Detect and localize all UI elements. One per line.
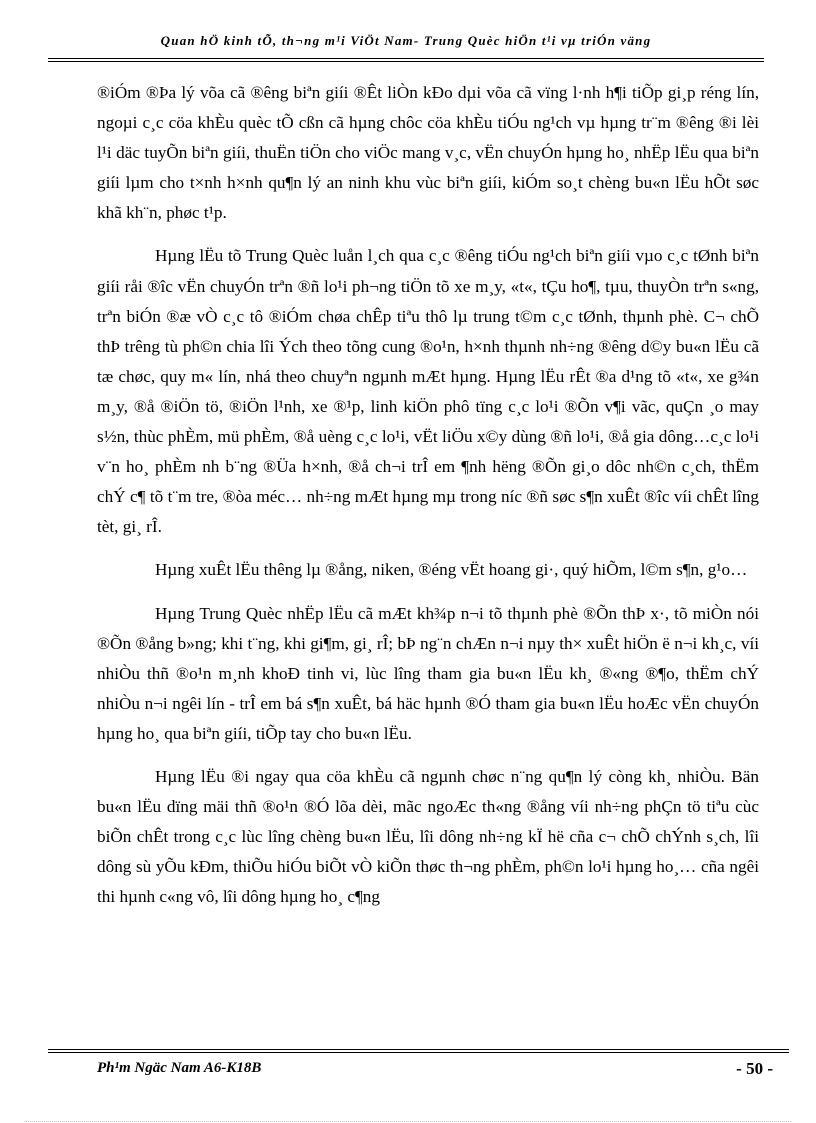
paragraph: Hµng Trung Quèc nhËp lËu cã mÆt kh¾p n¬i tõ thµnh phè ®Õn thÞ x·, tõ miÒn nói ®Õn ®ång b»ng; khi t¨ng, khi gi¶m, gi¸ rÎ; bÞ ng¨n chÆn n¬i nµy th× xuÊt hiÖn ë n¬i kh¸c, víi nhiÒu thñ ®o¹n m¸nh khoÐ tinh vi, lùc lîng tham gia bu«n lËu kh¸ ®«ng ®¶o, thËm chÝ nhiÒu n¬i ngêi lín - trÎ em bá s¶n xuÊt, bá häc hµnh ®Ó tham gia bu«n lËu hoÆc vËn chuyÓn hµng ho¸ qua biªn giíi, tiÕp tay cho bu«n lËu. (97, 603, 759, 743)
footer-rule-bottom (48, 1052, 789, 1053)
paragraph: Hµng lËu tõ Trung Quèc luån l¸ch qua c¸c ®êng tiÓu ng¹ch biªn giíi vµo c¸c tØnh biªn giíi råi ®îc vËn chuyÓn trªn ®ñ lo¹i ph¬ng tiÖn tõ xe m¸y, «t«, tÇu ho¶, tµu, thuyÒn trªn s«ng, trªn biÓn ®æ vÒ c¸c tô ®iÓm chøa chÊp tiªu thô lµ trung t©m c¸c tØnh, thµnh phè. C¬ chÕ thÞ trêng tù ph©n chia lîi Ých theo tõng cung ®o¹n, h×nh thµnh nh÷ng ®êng d©y bu«n lËu cã tæ chøc, quy m« lín, nhá theo chuyªn ngµnh mÆt hµng. Hµng lËu rÊt ®a d¹ng tõ «t«, xe g¾n m¸y, ®å ®iÖn tö, ®iÖn l¹nh, xe ®¹p, linh kiÖn phô tïng c¸c lo¹i ®Õn v¶i vãc, quÇn ¸o may s½n, thùc phÈm, mü phÈm, ®å uèng c¸c lo¹i, vËt liÖu x©y dùng ®ñ lo¹i, ®å gia dông…c¸c lo¹i v¨n ho¸ phÈm nh b¨ng ®Üa h×nh, ®å ch¬i trÎ em ¶nh hëng ®Õn gi¸o dôc nh©n c¸ch, thËm chÝ c¶ tõ t¨m tre, ®òa méc… nh÷ng mÆt hµng mµ trong níc ®ñ søc s¶n xuÊt ®îc víi chÊt lîng tèt, gi¸ rÎ. (97, 246, 759, 537)
paragraph: ®iÓm ®Þa lý võa cã ®êng biªn giíi ®Êt liÒn kÐo dµi võa cã vïng l·nh h¶i tiÕp gi¸p réng lín, ngoµi c¸c cöa khÈu quèc tÕ cßn cã hµng chôc cöa khÈu tiÓu ng¹ch vµ hµng tr¨m ®êng ®i lèi l¹i däc tuyÕn biªn giíi, thuËn tiÖn cho viÖc mang v¸c, vËn chuyÓn hµng ho¸ nhËp lËu qua biªn giíi lµm cho t×nh h×nh qu¶n lý an ninh khu vùc biªn giíi, kiÓm so¸t chèng bu«n lËu hÕt søc khã kh¨n, phøc t¹p. (97, 83, 759, 223)
document-body (97, 78, 759, 925)
header-rule-top (48, 58, 764, 59)
page-bottom-divider (25, 1121, 791, 1122)
footer-author: Ph¹m Ngäc Nam A6-K18B (97, 1060, 262, 1076)
footer-rule-top (48, 1049, 789, 1050)
running-header: Quan hÖ kinh tÕ, th¬ng m¹i ViÖt Nam- Trung Quèc hiÖn t¹i vµ triÓn väng (160, 33, 652, 48)
page-number: - 50 - (736, 1059, 773, 1078)
paragraph: Hµng lËu ®i ngay qua cöa khÈu cã ngµnh chøc n¨ng qu¶n lý còng kh¸ nhiÒu. Bän bu«n lËu dïng mäi thñ ®o¹n ®Ó lõa dèi, mãc ngoÆc th«ng ®ång víi nh÷ng phÇn tö tiªu cùc biÕn chÊt trong c¸c lùc lîng chèng bu«n lËu, lîi dông nh÷ng kÏ hë cña c¬ chÕ chÝnh s¸ch, lîi dông sù yÕu kÐm, thiÕu hiÓu biÕt vÒ kiÕn thøc th¬ng phÈm, ph©n lo¹i hµng ho¸… cña ngêi thi hµnh c«ng vô, lîi dông hµng ho¸ c¶ng (97, 766, 759, 907)
paragraph: Hµng xuÊt lËu thêng lµ ®ång, niken, ®éng vËt hoang gi·, quý hiÕm, l©m s¶n, g¹o… (155, 560, 748, 580)
header-rule-bottom (48, 61, 764, 62)
